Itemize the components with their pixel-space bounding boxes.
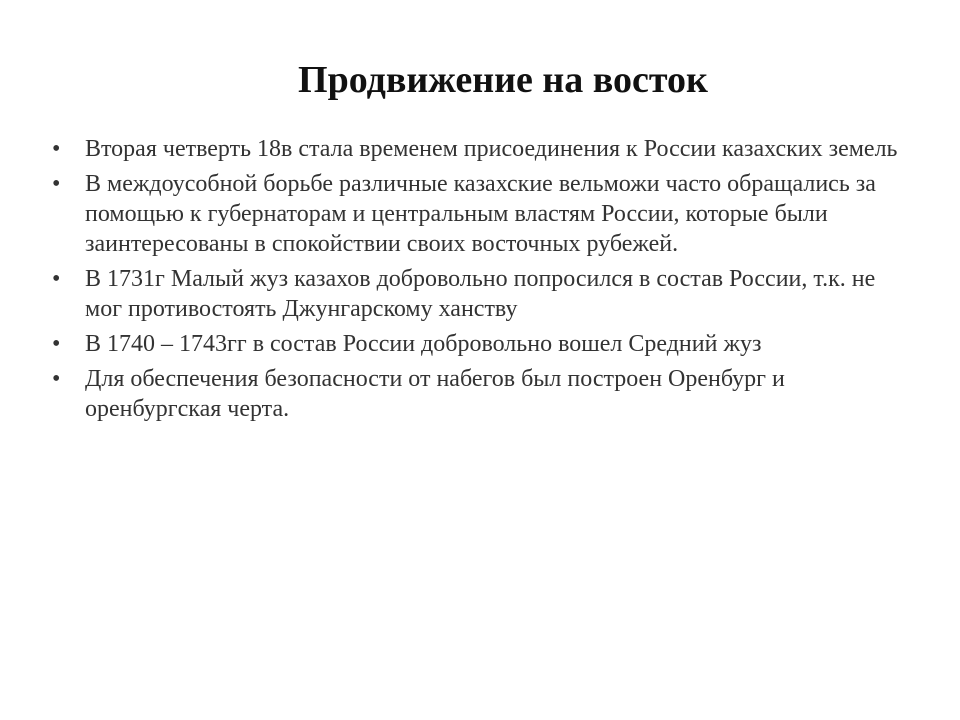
bullet-text: В 1731г Малый жуз казахов добровольно попросился в состав России, т.к. не мог противостоять Джунгарскому ханству (85, 266, 876, 322)
bullet-marker: • (52, 171, 61, 197)
bullet-text: Вторая четверть 18в стала временем присоединения к России казахских земель (85, 136, 898, 162)
bullet-item (48, 364, 908, 424)
bullet-marker: • (52, 331, 61, 357)
bullet-item (48, 169, 908, 259)
bullet-item (48, 264, 908, 324)
bullet-text: Для обеспечения безопасности от набегов был построен Оренбург и оренбургская черта. (85, 366, 785, 422)
bullet-item (48, 329, 908, 359)
bullet-marker: • (52, 266, 61, 292)
bullet-list (48, 134, 908, 429)
bullet-marker: • (52, 136, 61, 162)
bullet-text: В междоусобной борьбе различные казахские вельможи часто обращались за помощью к губернаторам и центральным властям России, которые были заинтересованы в спокойствии своих восточных рубежей. (85, 171, 876, 257)
bullet-item (48, 134, 908, 164)
bullet-text: В 1740 – 1743гг в состав России добровольно вошел Средний жуз (85, 331, 762, 357)
bullet-marker: • (52, 366, 61, 392)
slide-title: Продвижение на восток (298, 59, 708, 101)
